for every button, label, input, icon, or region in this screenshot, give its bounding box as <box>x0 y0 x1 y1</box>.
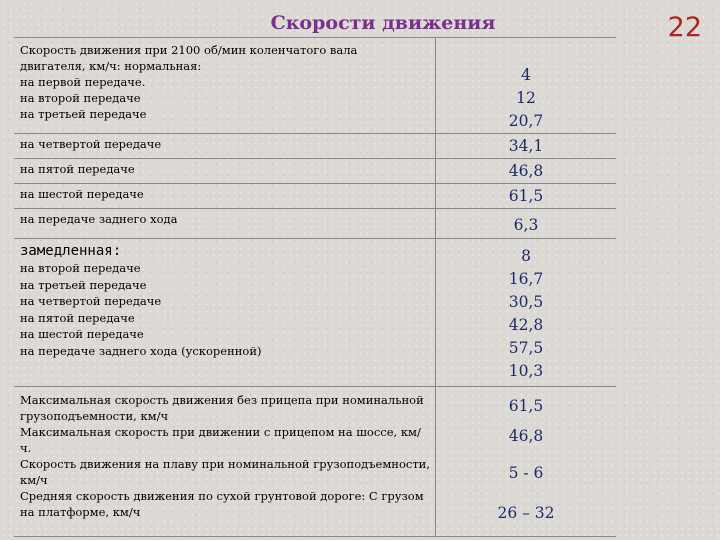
label-line: на передаче заднего хода (ускоренной) <box>20 343 262 358</box>
row-value-cell <box>436 38 617 134</box>
table-row <box>14 387 616 537</box>
row-label-cell <box>14 159 436 184</box>
value-item: 26 – 32 <box>497 504 555 522</box>
row-label-cell <box>14 38 436 134</box>
label-line: Максимальная скорость движения без прицепа при номинальной грузоподъемности, км/ч <box>20 393 424 423</box>
row-value-cell <box>436 134 617 159</box>
label-line: двигателя, км/ч: нормальная: <box>20 59 202 73</box>
value-item: 42,8 <box>508 316 544 334</box>
value-item: 30,5 <box>508 293 544 311</box>
label-line: Скорость движения на плаву при номинальной грузоподъемности, км/ч <box>20 457 430 487</box>
slide-number: 22 <box>667 12 702 43</box>
label-line: на второй передаче <box>20 91 141 105</box>
table-row <box>14 239 616 387</box>
row-label-cell <box>14 209 436 239</box>
row-label-cell <box>14 134 436 159</box>
value-item: 61,5 <box>508 397 544 415</box>
label-line: на пятой передаче <box>20 162 135 176</box>
value-item: 6,3 <box>513 216 539 234</box>
table-row <box>14 184 616 209</box>
row-value-cell <box>436 209 617 239</box>
row-label-cell <box>14 239 436 387</box>
sub-heading: замедленная: <box>20 243 122 259</box>
row-label-cell <box>14 184 436 209</box>
table-row <box>14 134 616 159</box>
value-item: 12 <box>516 89 536 107</box>
value-item: 20,7 <box>508 112 544 130</box>
label-line: на четвертой передаче <box>20 294 162 308</box>
value-item: 16,7 <box>508 270 544 288</box>
table-row <box>14 209 616 239</box>
value-item: 4 <box>521 66 531 84</box>
label-line: на шестой передаче <box>20 327 144 341</box>
value-item: 10,3 <box>508 362 544 380</box>
label-line: на третьей передаче <box>20 277 147 292</box>
value-item: 8 <box>521 247 531 265</box>
label-line: на пятой передаче <box>20 310 135 325</box>
table-row <box>14 38 616 134</box>
value-item: 57,5 <box>508 339 544 357</box>
value-item: 34,1 <box>508 137 544 155</box>
speed-table <box>14 37 616 537</box>
row-value-cell <box>436 387 617 537</box>
row-value-cell <box>436 184 617 209</box>
label-line: на второй передаче <box>20 261 141 275</box>
label-line: Максимальная скорость при движении с прицепом на шоссе, км/ч. <box>20 425 421 455</box>
value-item: 61,5 <box>508 187 544 205</box>
label-line: на первой передаче. <box>20 75 146 89</box>
value-item: 46,8 <box>508 162 544 180</box>
label-line: на передаче заднего хода <box>20 212 178 226</box>
row-value-cell <box>436 239 617 387</box>
row-label-cell <box>14 387 436 537</box>
label-line: Средняя скорость движения по сухой грунтовой дороге: С грузом на платформе, км/ч <box>20 489 424 519</box>
slide-title: Скорости движения <box>270 12 496 34</box>
table-row <box>14 159 616 184</box>
label-line: на четвертой передаче <box>20 137 162 151</box>
row-value-cell <box>436 159 617 184</box>
label-line: Скорость движения при 2100 об/мин коленчатого вала <box>20 43 358 57</box>
value-item: 5 - 6 <box>508 464 544 482</box>
label-line: на шестой передаче <box>20 187 144 201</box>
value-item: 46,8 <box>508 427 544 445</box>
label-line: на третьей передаче <box>20 107 147 121</box>
